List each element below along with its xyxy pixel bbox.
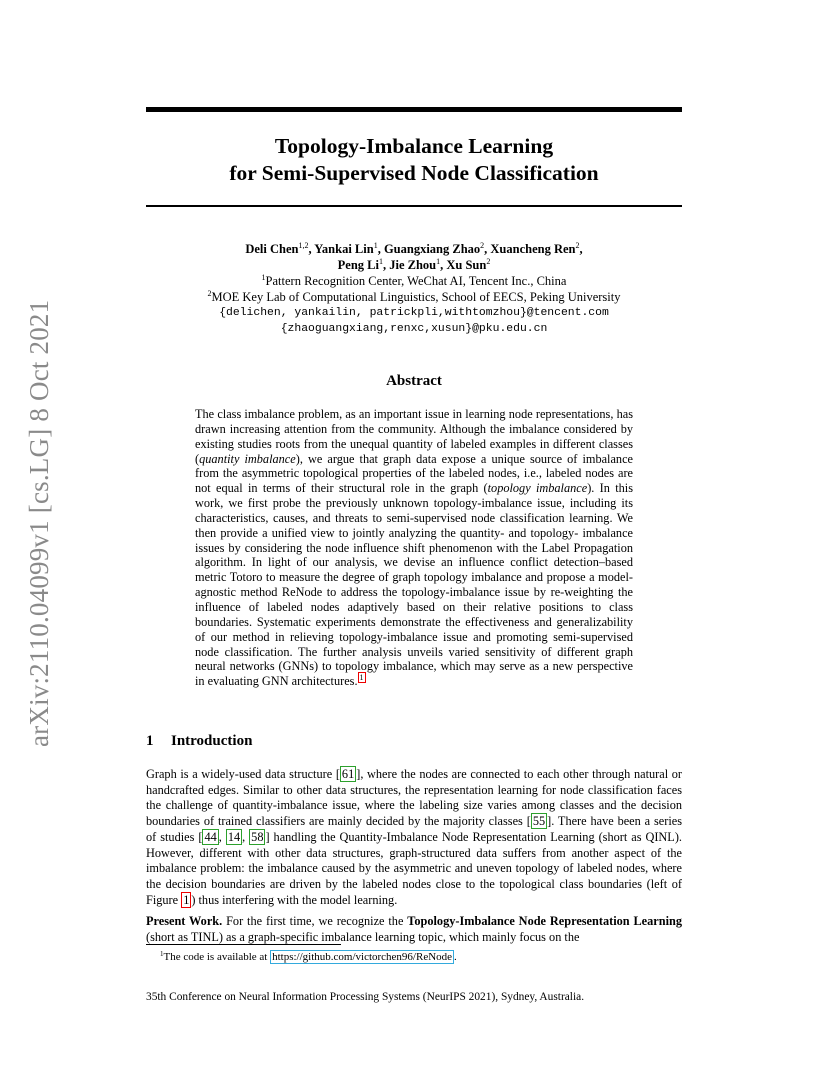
emphasis-quantity-imbalance: quantity imbalance xyxy=(199,451,296,466)
author-affiliation-mark: 1,2 xyxy=(298,241,309,250)
paragraph-lead: Present Work. xyxy=(146,914,223,929)
paper-title xyxy=(146,133,682,187)
emphasis-topology-imbalance: topology imbalance xyxy=(487,481,588,496)
bold-term: Topology-Imbalance Node Representation Learning xyxy=(407,914,682,929)
author-name: Yankai Lin xyxy=(314,242,374,256)
title-line-1: Topology-Imbalance Learning xyxy=(274,134,554,158)
code-url-link[interactable]: https://github.com/victorchen96/ReNode xyxy=(272,951,453,963)
section-heading xyxy=(146,733,682,750)
arxiv-id: arXiv:2110.04099v1 [cs.LG] 8 Oct 2021 xyxy=(24,299,54,747)
affiliation-1: $^1$Pattern Recognition Center, WeChat AI, Tencent Inc., China xyxy=(261,273,567,288)
author-line-1: Deli Chen$^{1,2}$, Yankai Lin$^1$, Guangxiang Zhao$^2$, Xuancheng Ren$^2$, xyxy=(245,241,583,256)
author-line-2: Peng Li$^1$, Jie Zhou$^1$, Xu Sun$^2$ xyxy=(337,257,491,272)
author-affiliation-mark: 2 xyxy=(575,241,580,250)
email-tencent: {delichen, yankailin, patrickpli,withtomzhou}@tencent.com xyxy=(219,307,609,319)
abstract-heading: Abstract xyxy=(386,373,442,389)
footnote-number: 1 xyxy=(160,950,164,958)
author-affiliation-mark: 1 xyxy=(436,257,441,266)
section-title: Introduction xyxy=(171,733,253,749)
author-affiliation-mark: 2 xyxy=(480,241,485,250)
author-name: Jie Zhou xyxy=(389,258,437,272)
paragraph-1: Graph is a widely-used data structure [ 61 ], where the nodes are connected to each other through natural or handcrafted edges. Similar to other data structures, the representation learning for node classification faces the challenge of quantity-imbalance issue, where the labeling size varies among classes and the decision boundaries of trained classifiers are mainly decided by the majority classes [ 55 ]. There have been a series of studies [ 44 , 14 , 58 ] handling the Quantity-Imbalance Node Representation Learning (short as QINL). However, different with other data structures, graph-structured data suffers from another aspect of the imbalance problem: the imbalance caused by the asymmetric and uneven topology of labeled nodes, where the decision boundaries are driven by the labeled nodes close to the topological class boundaries (left of Figure 1 ) thus interfering with the model learning. xyxy=(146,767,683,907)
paragraph-2: Present Work. For the first time, we recognize the Topology-Imbalance Node Representation Learning (short as TINL) as a graph-specific imbalance learning topic, which mainly focus on the xyxy=(146,914,682,945)
author-name: Guangxiang Zhao xyxy=(383,242,481,256)
title-rule-bottom xyxy=(146,205,682,207)
citation-link[interactable]: 44 xyxy=(204,829,217,844)
author-affiliation-mark: 1 xyxy=(373,241,378,250)
citation-link[interactable]: 55 xyxy=(532,814,546,829)
author-block xyxy=(146,241,682,337)
affiliation-2: $^2$MOE Key Lab of Computational Linguistics, School of EECS, Peking University xyxy=(207,289,621,304)
email-pku: {zhaoguangxiang,renxc,xusun}@pku.edu.cn xyxy=(280,323,548,335)
abstract-paragraph: The class imbalance problem, as an important issue in learning node representations, has drawn increasing attention from the community. Although the imbalance considered by existing studies roots from the unequal quantity of labeled examples in different classes (quantity imbalance), we argue that graph data expose a unique source of imbalance from the asymmetric topological properties of the labeled nodes, i.e., labeled nodes are not equal in terms of their structural role in the graph (topology imbalance). In this work, we first probe the previously unknown topology-imbalance issue, including its characteristics, causes, and threats to semi-supervised node classification learning. We then provide a unified view to jointly analyzing the quantity- and topology- imbalance issues by considering the node influence shift phenomenon with the Label Propagation algorithm. In light of our analysis, we devise an influence conflict detection–based metric Totoro to measure the degree of graph topology imbalance and propose a model-agnostic method ReNode to address the topology-imbalance issue by re-weighting the influence of labeled nodes adaptively based on their relative positions to class boundaries. Systematic experiments demonstrate the effectiveness and generalizability of our method in relieving topology-imbalance issue and promoting semi-supervised node classification. The further analysis unveils varied sensitivity of different graph neural networks (GNNs) to topology imbalance, which may serve as a new perspective in evaluating GNN architectures. $^1$ xyxy=(195,407,633,689)
title-line-2: for Semi-Supervised Node Classification xyxy=(229,161,599,185)
venue-note: 35th Conference on Neural Information Processing Systems (NeurIPS 2021), Sydney, Australia. xyxy=(146,991,585,1003)
footnote-link[interactable]: 1 xyxy=(359,673,364,683)
author-name: Xuancheng Ren xyxy=(490,242,576,256)
citation-link[interactable]: 14 xyxy=(227,829,241,844)
author-name: Deli Chen xyxy=(245,242,299,256)
author-affiliation-mark: 1 xyxy=(378,257,383,266)
footnote: $^1$The code is available at https://github.com/victorchen96/ReNode . xyxy=(160,950,457,963)
abstract-body xyxy=(195,407,633,689)
title-rule-top xyxy=(146,107,682,112)
citation-link[interactable]: 58 xyxy=(251,829,264,844)
citation-link[interactable]: 61 xyxy=(341,767,355,781)
footnote-rule xyxy=(146,944,341,945)
figure-link[interactable]: 1 xyxy=(183,892,190,907)
section-number: 1 xyxy=(146,733,154,749)
author-affiliation-mark: 2 xyxy=(486,257,491,266)
author-name: Xu Sun xyxy=(446,258,487,272)
section-body xyxy=(146,767,682,952)
author-name: Peng Li xyxy=(337,258,379,272)
